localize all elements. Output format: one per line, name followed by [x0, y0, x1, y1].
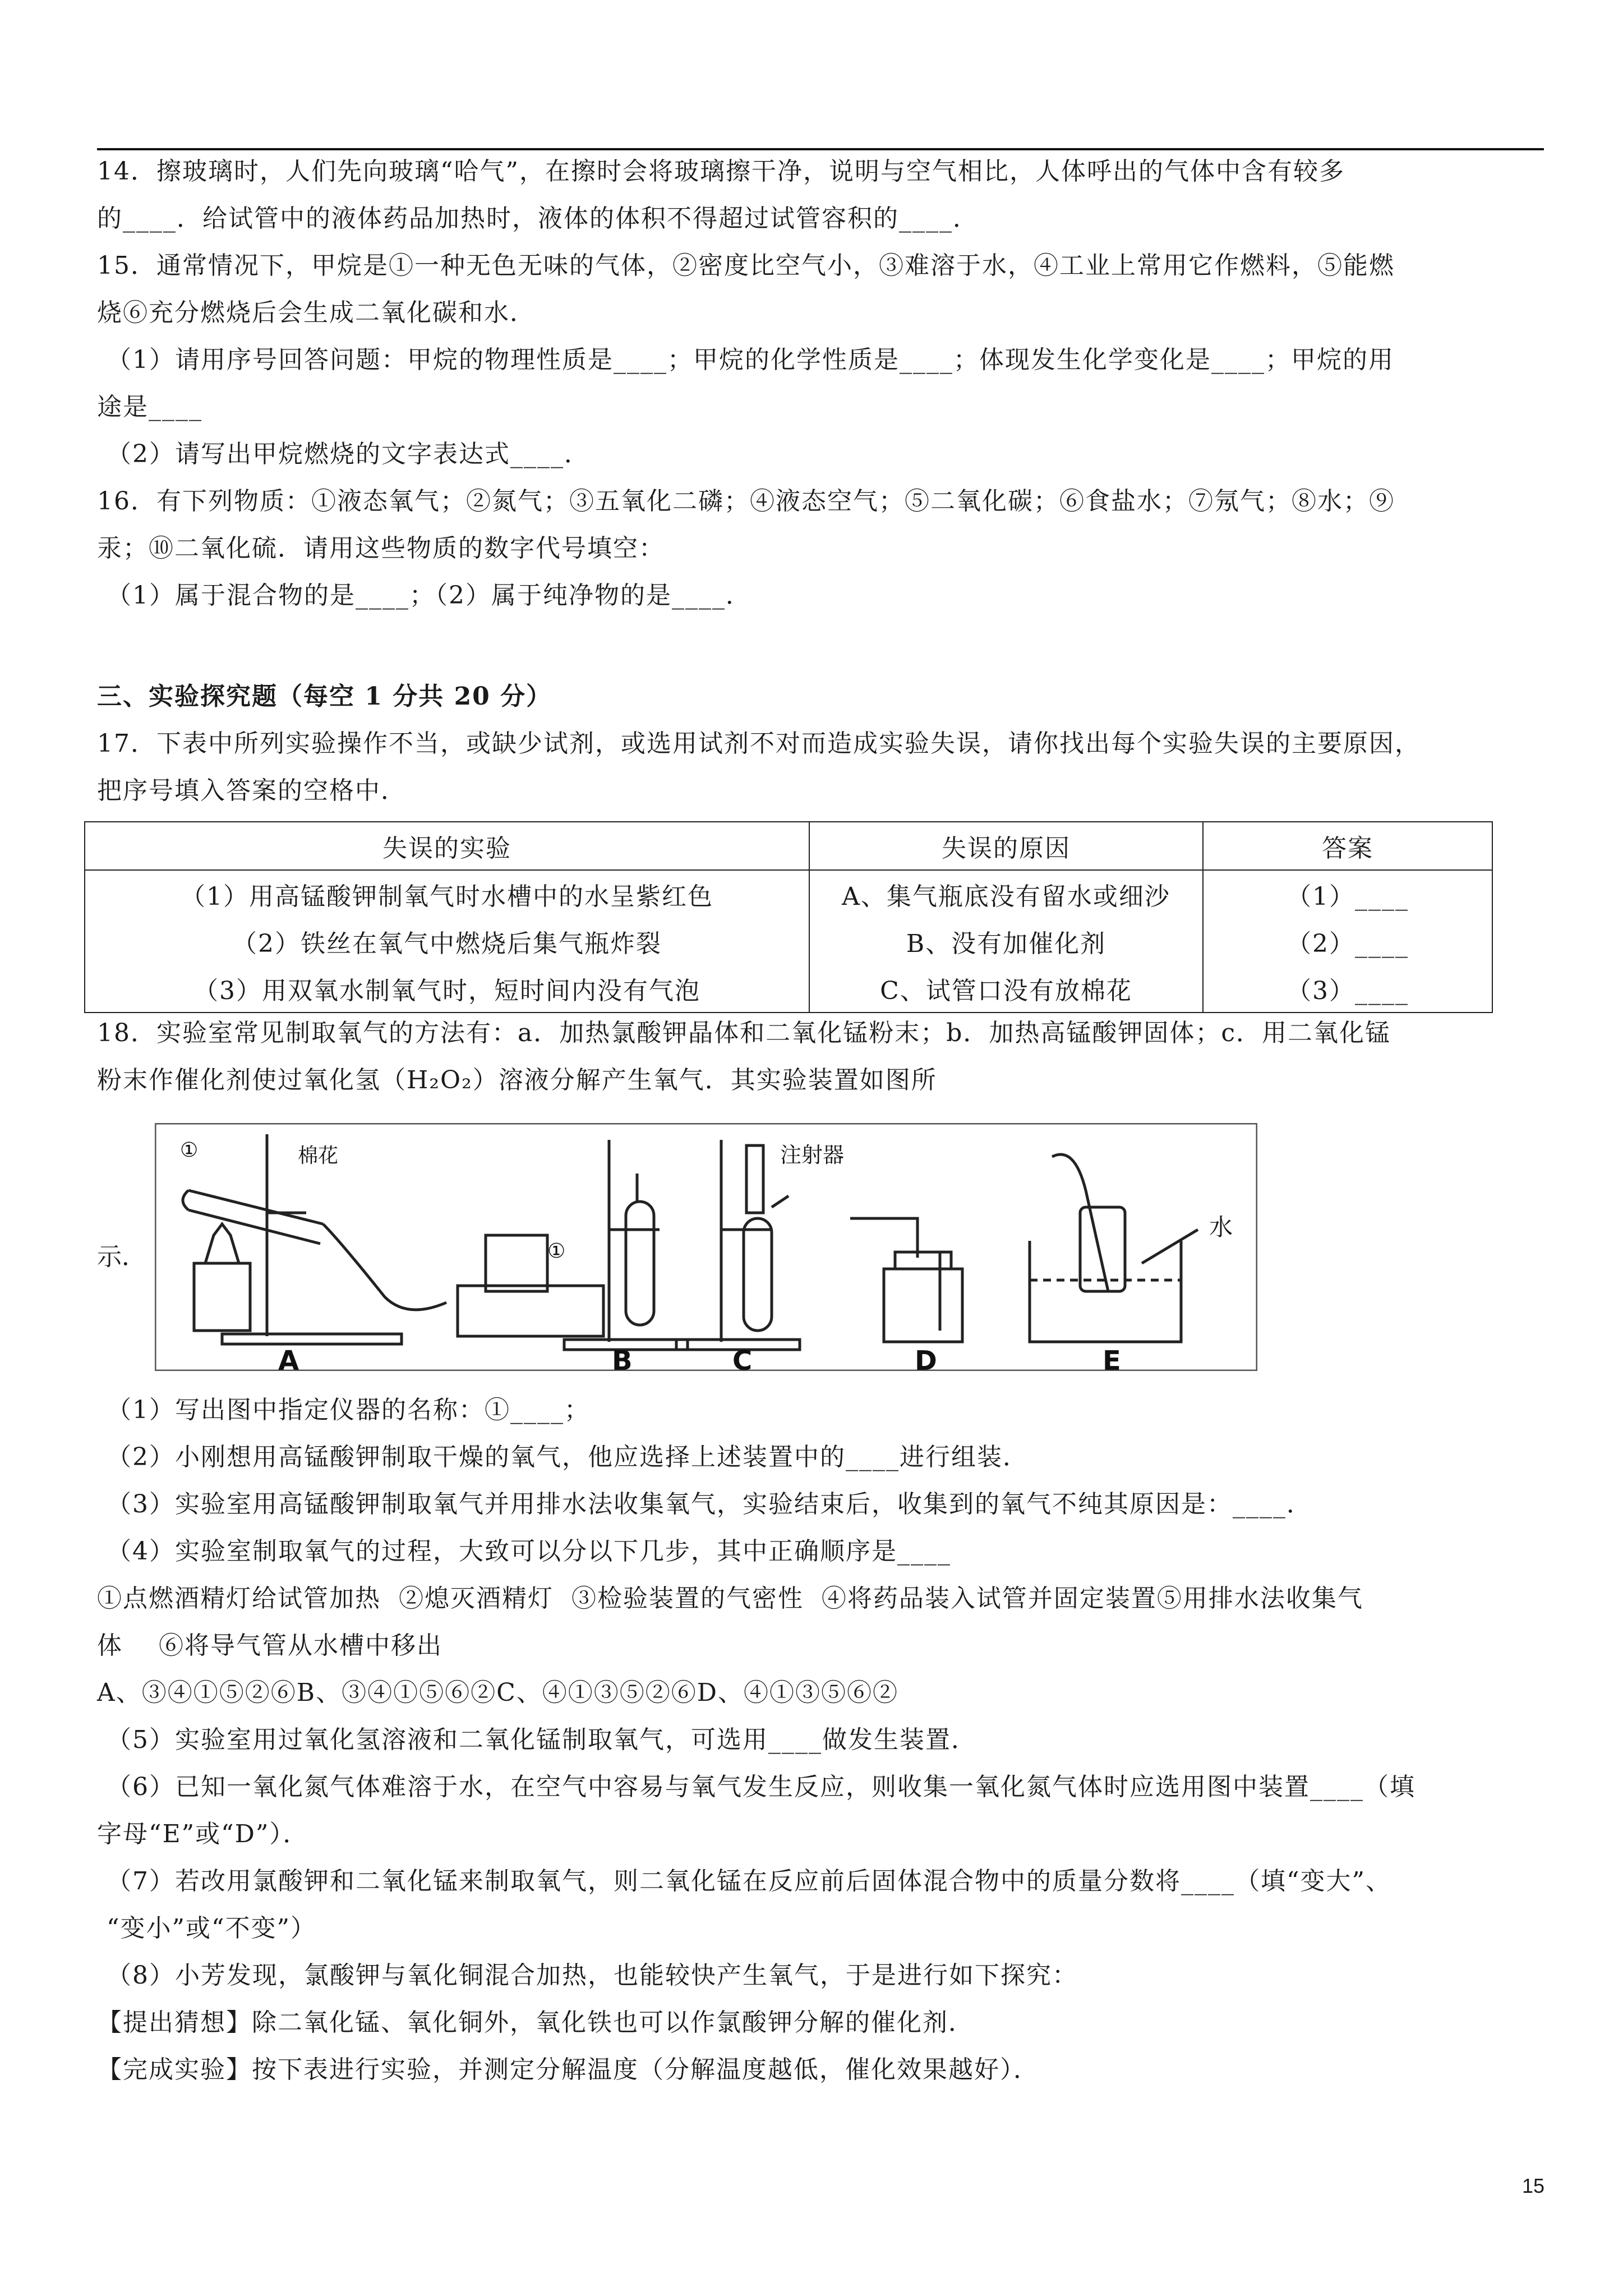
table-row [85, 918, 1492, 965]
q18-s3: （3）实验室用高锰酸钾制取氧气并用排水法收集氧气，实验结束后，收集到的氧气不纯其原因是：____． [107, 1490, 1312, 1519]
q18-s4-steps-b: 体 ⑥将导气管从水槽中移出 [97, 1631, 442, 1660]
q15-line5: （2）请写出甲烷燃烧的文字表达式____． [107, 440, 590, 468]
label-marker-1: ① [180, 1139, 199, 1162]
q17-table [84, 821, 1493, 1013]
q18-line2: 粉末作催化剂使过氧化氢（H₂O₂）溶液分解产生氧气．其实验装置如图所 [97, 1066, 937, 1094]
q18-s6-line2: 字母“E”或“D”）． [97, 1820, 309, 1848]
page-number: 15 [1521, 2174, 1544, 2197]
q14-line1: 14．擦玻璃时，人们先向玻璃“哈气”，在擦时会将玻璃擦干净，说明与空气相比，人体呼出的气体中含有较多 [97, 157, 1345, 186]
q15-line4: 途是____ [97, 393, 202, 421]
label-d: D [915, 1345, 937, 1371]
label-e: E [1103, 1345, 1121, 1371]
apparatus-figure [155, 1123, 1257, 1371]
section3-title: 三、实验探究题（每空 1 分共 20 分） [97, 682, 552, 711]
header-rule [97, 148, 1544, 150]
table-row [85, 870, 1492, 918]
q18-s4-options: A、③④①⑤②⑥B、③④①⑤⑥②C、④①③⑤②⑥D、④①③⑤⑥② [97, 1678, 899, 1707]
q18-s2: （2）小刚想用高锰酸钾制取干燥的氧气，他应选择上述装置中的____进行组装． [107, 1443, 1029, 1471]
table-cell: （1）用高锰酸钾制氧气时水槽中的水呈紫红色 [85, 870, 809, 918]
table-cell: B、没有加催化剂 [809, 918, 1203, 965]
table-header-cell: 答案 [1203, 822, 1492, 870]
q17-line2: 把序号填入答案的空格中． [97, 776, 407, 805]
apparatus-b [564, 1140, 688, 1350]
label-syringe: 注射器 [780, 1143, 845, 1167]
q15-line3: （1）请用序号回答问题：甲烷的物理性质是____；甲烷的化学性质是____；体现发生化学变化是____；甲烷的用 [107, 346, 1394, 374]
q18-s4: （4）实验室制取氧气的过程，大致可以分以下几步，其中正确顺序是____ [107, 1537, 951, 1566]
label-b: B [612, 1345, 633, 1371]
label-c: C [732, 1345, 753, 1371]
q16-line3: （1）属于混合物的是____；（2）属于纯净物的是____． [107, 581, 751, 610]
q18-s6-line1: （6）已知一氧化氮气体难溶于水，在空气中容易与氧气发生反应，则收集一氧化氮气体时应选用图中装置____（填 [107, 1773, 1415, 1801]
label-water: 水 [1209, 1213, 1233, 1241]
q18-s7-line2: “变小”或“不变”） [107, 1914, 316, 1943]
table-header-cell: 失误的原因 [809, 822, 1203, 870]
table-row [85, 965, 1492, 1013]
label-marker-1b: ① [547, 1240, 566, 1263]
q18-s5: （5）实验室用过氧化氢溶液和二氧化锰制取氧气，可选用____做发生装置． [107, 1726, 977, 1754]
q18-line3-prefix: 示． [97, 1243, 146, 1271]
apparatus-d [850, 1218, 962, 1342]
q18-experiment: 【完成实验】按下表进行实验，并测定分解温度（分解温度越低，催化效果越好）． [97, 2055, 1039, 2084]
q16-line1: 16．有下列物质：①液态氧气；②氮气；③五氧化二磷；④液态空气；⑤二氧化碳；⑥食盐水；⑦氖气；⑧水；⑨ [97, 487, 1395, 516]
table-header-row [85, 822, 1492, 870]
apparatus-e [1030, 1154, 1198, 1342]
table-cell: （2）铁丝在氧气中燃烧后集气瓶炸裂 [85, 918, 809, 965]
q15-line1: 15．通常情况下，甲烷是①一种无色无味的气体，②密度比空气小，③难溶于水，④工业上常用它作燃料，⑤能燃 [97, 251, 1395, 280]
table-cell: （2）____ [1203, 918, 1492, 965]
table-cell: C、试管口没有放棉花 [809, 965, 1203, 1013]
q16-line2: 汞；⑩二氧化硫．请用这些物质的数字代号填空： [97, 534, 665, 563]
q18-s1: （1）写出图中指定仪器的名称：①____； [107, 1396, 590, 1424]
apparatus-a [183, 1134, 603, 1344]
q14-line2: 的____．给试管中的液体药品加热时，液体的体积不得超过试管容积的____． [97, 204, 979, 233]
q18-s4-steps-a: ①点燃酒精灯给试管加热 ②熄灭酒精灯 ③检验装置的气密性 ④将药品装入试管并固定装置⑤用排水法收集气 [97, 1584, 1363, 1613]
table-cell: （3）____ [1203, 965, 1492, 1013]
label-a: A [278, 1345, 299, 1371]
q15-line2: 烧⑥充分燃烧后会生成二氧化碳和水． [97, 298, 536, 327]
table-cell: （1）____ [1203, 870, 1492, 918]
q18-s7-line1: （7）若改用氯酸钾和二氧化锰来制取氧气，则二氧化锰在反应前后固体混合物中的质量分数将____（填“变大”、 [107, 1867, 1391, 1895]
table-cell: A、集气瓶底没有留水或细沙 [809, 870, 1203, 918]
table-cell: （3）用双氧水制氧气时，短时间内没有气泡 [85, 965, 809, 1013]
q18-line1: 18．实验室常见制取氧气的方法有：a．加热氯酸钾晶体和二氧化锰粉末；b．加热高锰酸钾固体；c．用二氧化锰 [97, 1019, 1391, 1047]
q18-guess: 【提出猜想】除二氧化锰、氧化铜外，氧化铁也可以作氯酸钾分解的催化剂． [97, 2008, 974, 2037]
label-cotton: 棉花 [298, 1144, 339, 1167]
q17-line1: 17．下表中所列实验操作不当，或缺少试剂，或选用试剂不对而造成实验失误，请你找出每个实验失误的主要原因， [97, 729, 1421, 758]
q18-s8: （8）小芳发现，氯酸钾与氧化铜混合加热，也能较快产生氧气，于是进行如下探究： [107, 1961, 1078, 1990]
table-header-cell: 失误的实验 [85, 822, 809, 870]
apparatus-c [676, 1140, 800, 1350]
